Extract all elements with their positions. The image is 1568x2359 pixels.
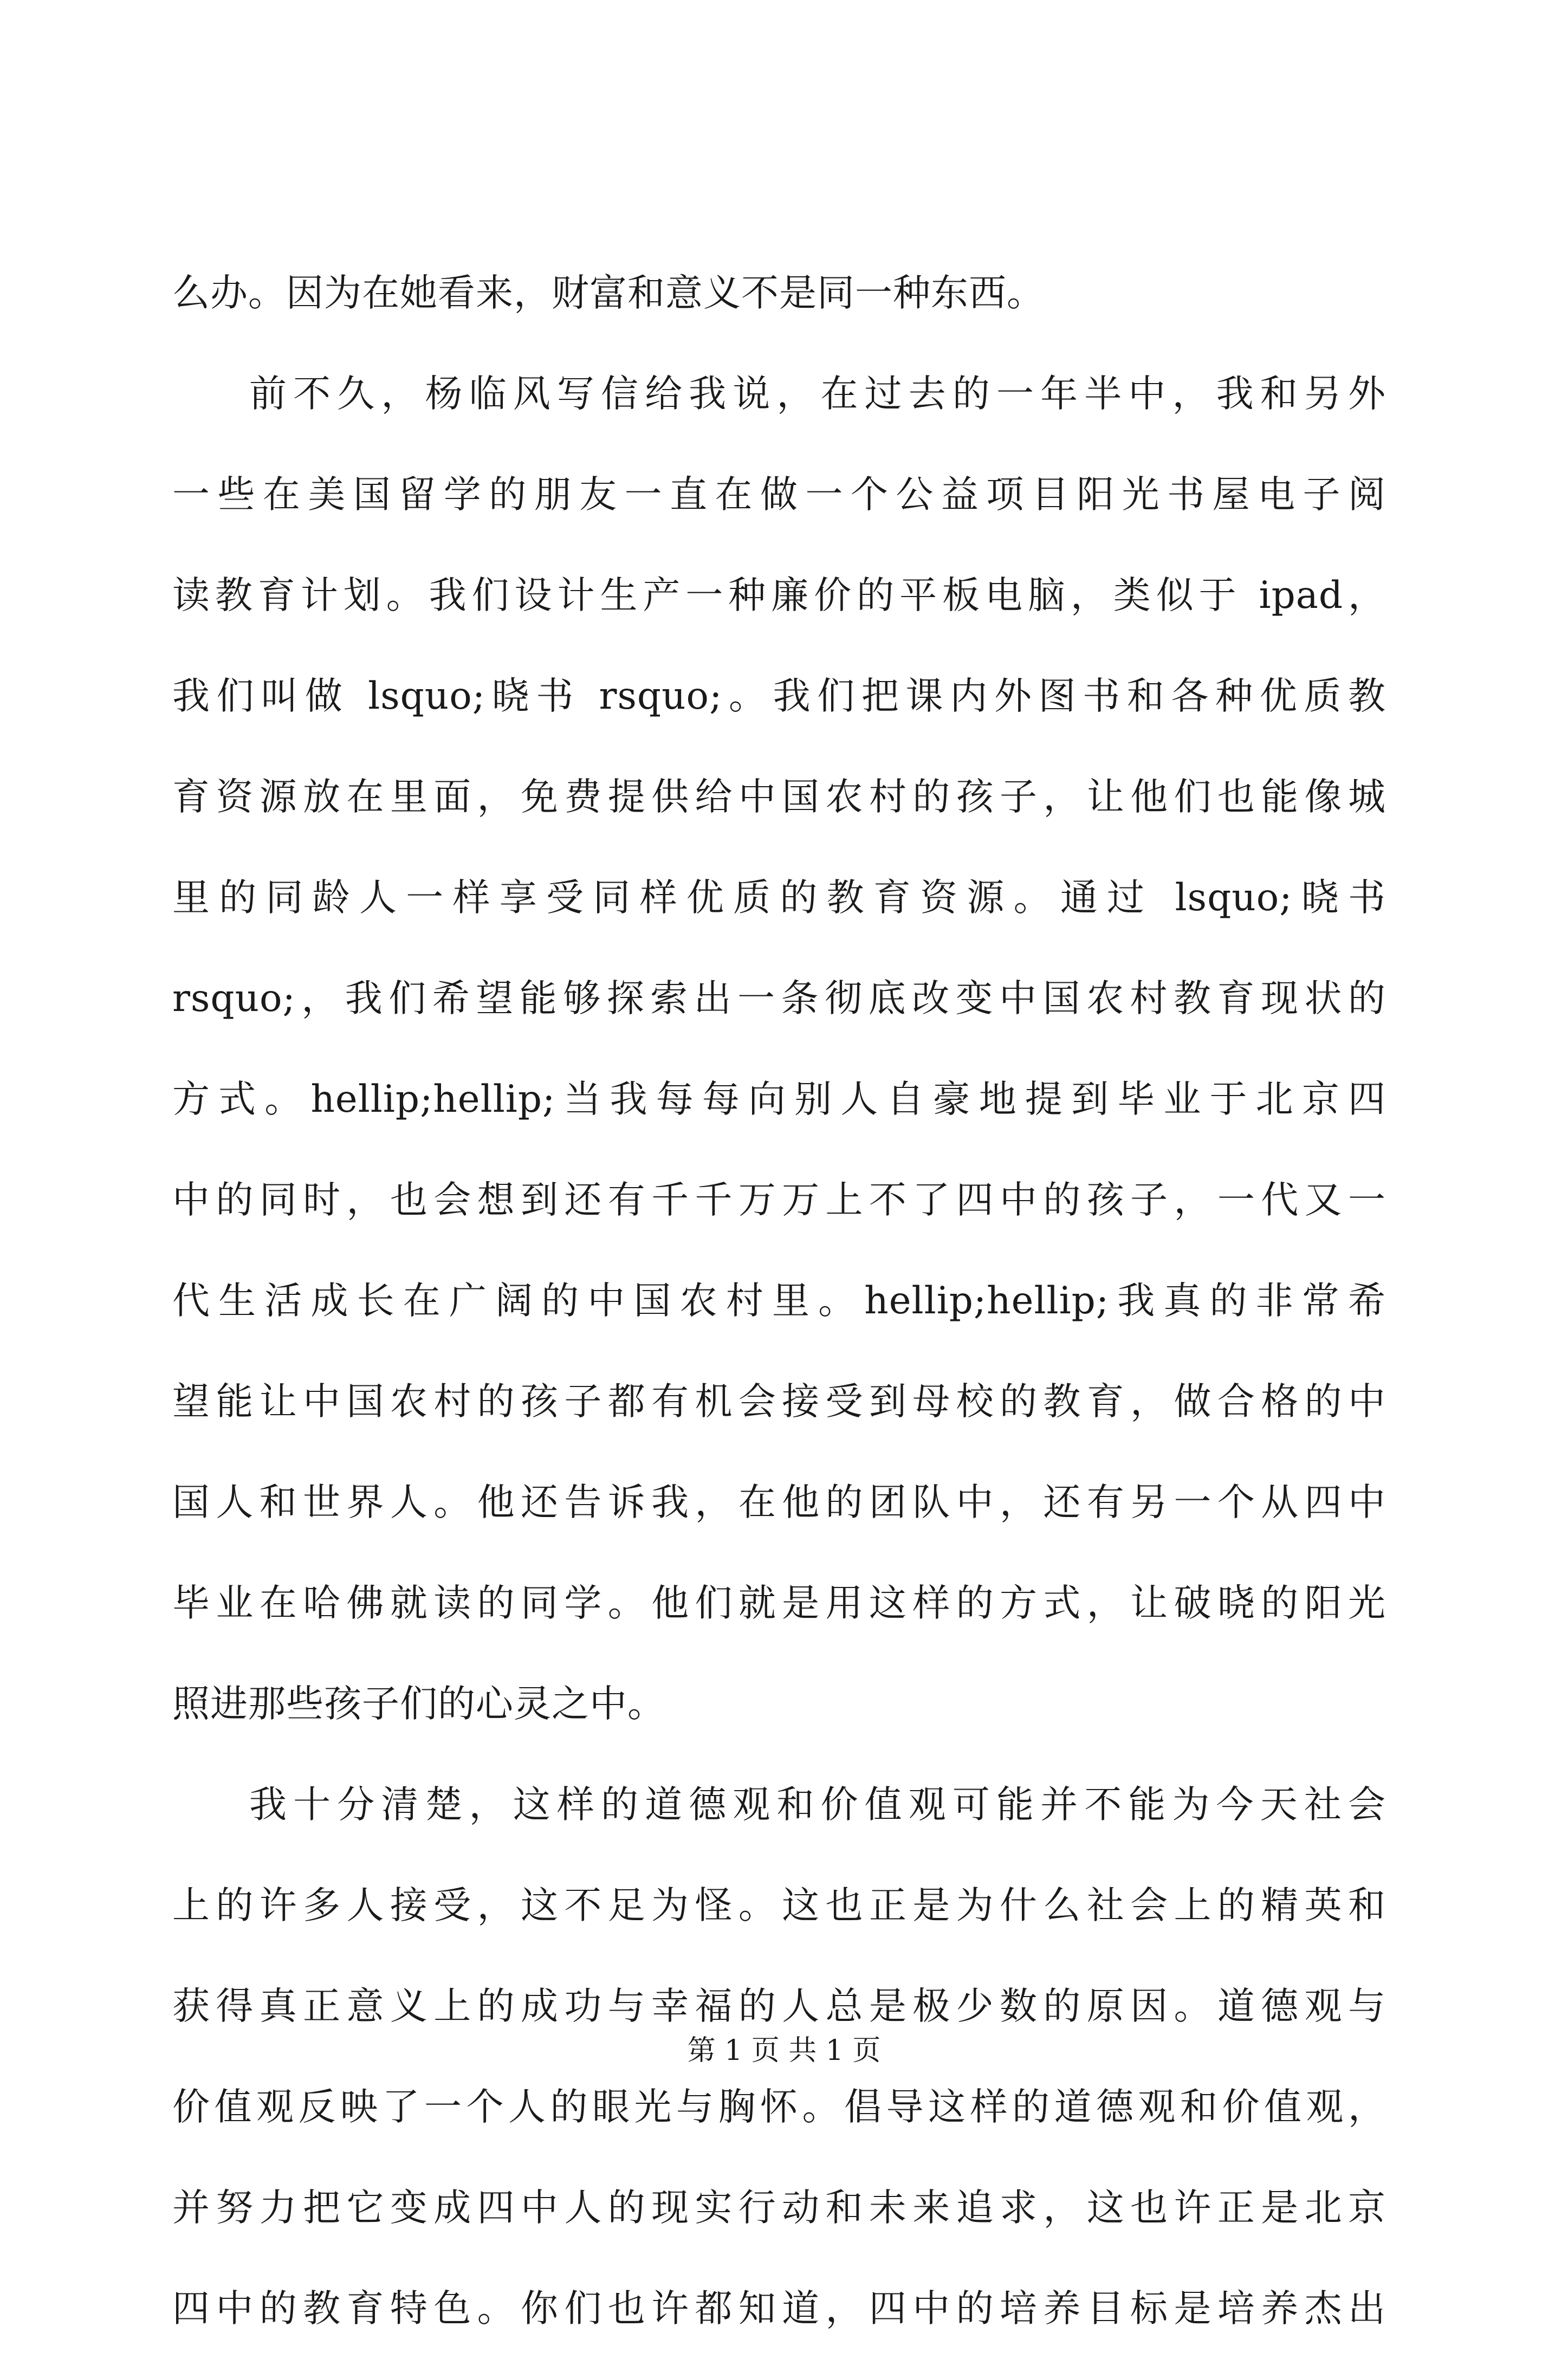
text-line: 育资源放在里面，免费提供给中国农村的孩子，让他们也能像城	[172, 775, 1386, 819]
text-line: 国人和世界人。他还告诉我，在他的团队中，还有另一个从四中	[172, 1481, 1386, 1524]
text-line: 我们叫做 lsquo;晓书 rsquo;。我们把课内外图书和各种优质教	[172, 675, 1386, 718]
text-line: 四中的教育特色。你们也许都知道，四中的培养目标是培养杰出	[172, 2287, 1386, 2330]
text-line: 读教育计划。我们设计生产一种廉价的平板电脑，类似于 ipad，	[172, 574, 1386, 617]
paragraph-first-line: 前不久，杨临风写信给我说，在过去的一年半中，我和另外	[249, 372, 1386, 416]
text-line: 方式。hellip;hellip;当我每每向别人自豪地提到毕业于北京四	[172, 1078, 1386, 1121]
text-line: 照进那些孩子们的心灵之中。	[172, 1682, 665, 1726]
text-line: 么办。因为在她看来，财富和意义不是同一种东西。	[172, 271, 1045, 315]
text-line: 一些在美国留学的朋友一直在做一个公益项目阳光书屋电子阅	[172, 473, 1386, 516]
text-line: 代生活成长在广阔的中国农村里。hellip;hellip;我真的非常希	[172, 1279, 1386, 1323]
paragraph-first-line: 我十分清楚，这样的道德观和价值观可能并不能为今天社会	[249, 1783, 1386, 1826]
text-line: 毕业在哈佛就读的同学。他们就是用这样的方式，让破晓的阳光	[172, 1582, 1386, 1625]
text-line: 获得真正意义上的成功与幸福的人总是极少数的原因。道德观与	[172, 1985, 1386, 2028]
page-number-label: 第 1 页 共 1 页	[687, 2034, 881, 2067]
text-line: 中的同时，也会想到还有千千万万上不了四中的孩子，一代又一	[172, 1178, 1386, 1222]
text-line: 价值观反映了一个人的眼光与胸怀。倡导这样的道德观和价值观，	[172, 2085, 1386, 2129]
text-line: 里的同龄人一样享受同样优质的教育资源。通过 lsquo;晓书	[172, 876, 1386, 919]
page-footer	[0, 2029, 1568, 2072]
text-line: 并努力把它变成四中人的现实行动和未来追求，这也许正是北京	[172, 2186, 1386, 2230]
text-line: 上的许多人接受，这不足为怪。这也正是为什么社会上的精英和	[172, 1884, 1386, 1927]
text-line: 望能让中国农村的孩子都有机会接受到母校的教育，做合格的中	[172, 1380, 1386, 1423]
text-line: rsquo;，我们希望能够探索出一条彻底改变中国农村教育现状的	[172, 977, 1386, 1020]
